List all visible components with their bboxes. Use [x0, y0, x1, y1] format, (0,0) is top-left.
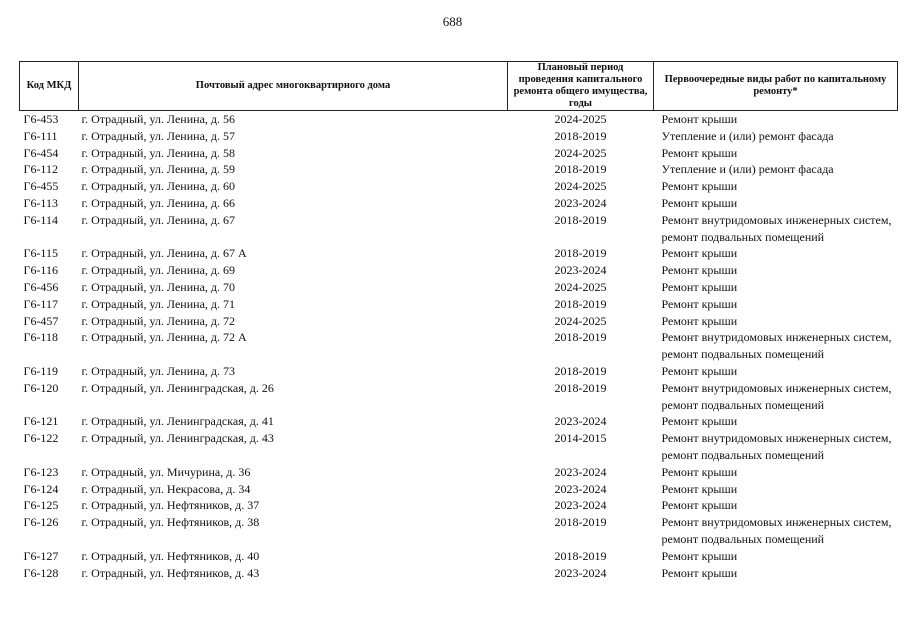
cell-address: г. Отрадный, ул. Ленина, д. 66	[81, 195, 236, 210]
cell-works	[654, 329, 898, 363]
works-line-1: Ремонт крыши	[661, 263, 738, 278]
table-row	[20, 111, 898, 128]
cell-works	[654, 178, 898, 195]
table-row	[20, 329, 898, 363]
cell-period: 2018-2019	[554, 128, 607, 143]
table-row	[20, 565, 898, 582]
works-line-1: Ремонт крыши	[661, 565, 738, 580]
cell-works	[654, 548, 898, 565]
cell-address: г. Отрадный, ул. Ленина, д. 60	[81, 179, 236, 194]
table-row	[20, 481, 898, 498]
cell-code: Г6-127	[23, 548, 59, 563]
cell-code: Г6-115	[23, 246, 58, 261]
cell-works	[654, 212, 898, 246]
works-line-1: Ремонт крыши	[661, 246, 738, 261]
cell-period: 2023-2024	[554, 414, 607, 429]
cell-code: Г6-119	[23, 363, 58, 378]
cell-code: Г6-113	[23, 195, 58, 210]
cell-works	[654, 296, 898, 313]
works-line-1: Ремонт внутридомовых инженерных систем,	[661, 380, 892, 395]
cell-code: Г6-124	[23, 481, 59, 496]
cell-code: Г6-114	[23, 212, 58, 227]
works-line-1: Ремонт внутридомовых инженерных систем,	[661, 515, 892, 530]
cell-works	[654, 380, 898, 414]
works-line-1: Ремонт крыши	[661, 363, 738, 378]
works-line-2: ремонт подвальных помещений	[661, 531, 825, 546]
cell-address: г. Отрадный, ул. Ленина, д. 58	[81, 145, 236, 160]
cell-works	[654, 497, 898, 514]
cell-works	[654, 514, 898, 548]
cell-works	[654, 128, 898, 145]
capital-repair-table	[19, 61, 898, 581]
works-line-1: Утепление и (или) ремонт фасада	[661, 162, 834, 177]
works-line-1: Ремонт крыши	[661, 279, 738, 294]
cell-period: 2023-2024	[554, 481, 607, 496]
works-line-1: Ремонт внутридомовых инженерных систем,	[661, 431, 892, 446]
cell-works	[654, 363, 898, 380]
cell-works	[654, 464, 898, 481]
cell-address: г. Отрадный, ул. Нефтяников, д. 43	[81, 565, 260, 580]
cell-code: Г6-125	[23, 498, 59, 513]
cell-address: г. Отрадный, ул. Некрасова, д. 34	[81, 481, 251, 496]
table-row	[20, 380, 898, 414]
cell-address: г. Отрадный, ул. Нефтяников, д. 40	[81, 548, 260, 563]
cell-period: 2023-2024	[554, 498, 607, 513]
cell-code: Г6-122	[23, 431, 59, 446]
cell-period: 2024-2025	[554, 112, 607, 126]
header-period: Плановый период проведения капитального ремонта общего имущества, годы	[508, 62, 654, 111]
table-row	[20, 145, 898, 162]
table-row	[20, 363, 898, 380]
cell-period: 2018-2019	[554, 515, 607, 530]
cell-address: г. Отрадный, ул. Нефтяников, д. 37	[81, 498, 260, 513]
works-line-2: ремонт подвальных помещений	[661, 447, 825, 462]
cell-address: г. Отрадный, ул. Ленина, д. 73	[81, 363, 236, 378]
cell-period: 2023-2024	[554, 565, 607, 580]
table-row	[20, 514, 898, 548]
works-line-2: ремонт подвальных помещений	[661, 347, 825, 362]
cell-code: Г6-454	[23, 145, 59, 160]
cell-period: 2018-2019	[554, 246, 607, 261]
cell-period: 2018-2019	[554, 548, 607, 563]
cell-period: 2018-2019	[554, 330, 607, 345]
works-line-1: Ремонт крыши	[661, 313, 738, 328]
table-row	[20, 464, 898, 481]
table-row	[20, 128, 898, 145]
table-row	[20, 279, 898, 296]
table-row	[20, 296, 898, 313]
cell-works	[654, 430, 898, 464]
works-line-1: Ремонт крыши	[661, 296, 738, 311]
cell-works	[654, 145, 898, 162]
cell-code: Г6-456	[23, 279, 59, 294]
works-line-2: ремонт подвальных помещений	[661, 397, 825, 412]
cell-address: г. Отрадный, ул. Ленинградская, д. 26	[81, 380, 274, 395]
cell-period: 2023-2024	[554, 195, 607, 210]
cell-address: г. Отрадный, ул. Ленина, д. 69	[81, 263, 236, 278]
cell-address: г. Отрадный, ул. Ленина, д. 71	[81, 296, 236, 311]
table-row	[20, 262, 898, 279]
cell-code: Г6-128	[23, 565, 59, 580]
cell-period: 2023-2024	[554, 464, 607, 479]
table-row	[20, 497, 898, 514]
cell-works	[654, 279, 898, 296]
cell-works	[654, 262, 898, 279]
cell-code: Г6-111	[23, 128, 58, 143]
cell-period: 2024-2025	[554, 279, 607, 294]
cell-address: г. Отрадный, ул. Ленина, д. 72 А	[81, 330, 247, 345]
cell-period: 2018-2019	[554, 212, 607, 227]
cell-address: г. Отрадный, ул. Ленина, д. 70	[81, 279, 236, 294]
cell-period: 2018-2019	[554, 162, 607, 177]
cell-code: Г6-118	[23, 330, 58, 345]
table-row	[20, 245, 898, 262]
cell-address: г. Отрадный, ул. Ленина, д. 67	[81, 212, 236, 227]
works-line-1: Ремонт внутридомовых инженерных систем,	[661, 330, 892, 345]
cell-code: Г6-123	[23, 464, 59, 479]
cell-address: г. Отрадный, ул. Ленина, д. 67 А	[81, 246, 247, 261]
cell-address: г. Отрадный, ул. Ленинградская, д. 43	[81, 431, 274, 446]
cell-period: 2024-2025	[554, 179, 607, 194]
table-row	[20, 548, 898, 565]
cell-address: г. Отрадный, ул. Ленина, д. 72	[81, 313, 236, 328]
cell-works	[654, 313, 898, 330]
cell-works	[654, 413, 898, 430]
works-line-1: Ремонт крыши	[661, 179, 738, 194]
table-row	[20, 195, 898, 212]
cell-period: 2018-2019	[554, 380, 607, 395]
cell-address: г. Отрадный, ул. Ленина, д. 56	[81, 112, 236, 126]
cell-period: 2014-2015	[554, 431, 607, 446]
table-row	[20, 313, 898, 330]
cell-works	[654, 481, 898, 498]
cell-period: 2018-2019	[554, 363, 607, 378]
cell-code: Г6-121	[23, 414, 59, 429]
page-number: 688	[442, 14, 463, 29]
cell-works	[654, 161, 898, 178]
header-works: Первоочередные виды работ по капитальному ремонту*	[654, 62, 898, 111]
works-line-1: Ремонт крыши	[661, 548, 738, 563]
works-line-1: Утепление и (или) ремонт фасада	[661, 128, 834, 143]
works-line-1: Ремонт крыши	[661, 195, 738, 210]
cell-address: г. Отрадный, ул. Нефтяников, д. 38	[81, 515, 260, 530]
works-line-1: Ремонт внутридомовых инженерных систем,	[661, 212, 892, 227]
cell-code: Г6-112	[23, 162, 58, 177]
cell-works	[654, 111, 898, 128]
cell-address: г. Отрадный, ул. Ленинградская, д. 41	[81, 414, 274, 429]
cell-address: г. Отрадный, ул. Мичурина, д. 36	[81, 464, 251, 479]
cell-address: г. Отрадный, ул. Ленина, д. 57	[81, 128, 236, 143]
cell-period: 2024-2025	[554, 145, 607, 160]
table-header-row	[20, 62, 898, 111]
works-line-1: Ремонт крыши	[661, 464, 738, 479]
works-line-1: Ремонт крыши	[661, 498, 738, 513]
cell-code: Г6-117	[23, 296, 58, 311]
cell-address: г. Отрадный, ул. Ленина, д. 59	[81, 162, 236, 177]
works-line-1: Ремонт крыши	[661, 145, 738, 160]
cell-works	[654, 195, 898, 212]
cell-code: Г6-453	[23, 112, 59, 126]
cell-code: Г6-116	[23, 263, 58, 278]
header-address: Почтовый адрес многоквартирного дома	[79, 62, 508, 111]
cell-works	[654, 565, 898, 582]
cell-code: Г6-457	[23, 313, 59, 328]
table-row	[20, 178, 898, 195]
cell-period: 2024-2025	[554, 313, 607, 328]
works-line-1: Ремонт крыши	[661, 414, 738, 429]
table-row	[20, 430, 898, 464]
works-line-1: Ремонт крыши	[661, 481, 738, 496]
works-line-1: Ремонт крыши	[661, 112, 738, 126]
works-line-2: ремонт подвальных помещений	[661, 229, 825, 244]
table-row	[20, 212, 898, 246]
cell-period: 2018-2019	[554, 296, 607, 311]
cell-code: Г6-455	[23, 179, 59, 194]
table-row	[20, 413, 898, 430]
header-code: Код МКД	[20, 62, 79, 111]
cell-period: 2023-2024	[554, 263, 607, 278]
cell-code: Г6-120	[23, 380, 59, 395]
table-row	[20, 161, 898, 178]
cell-works	[654, 245, 898, 262]
cell-code: Г6-126	[23, 515, 59, 530]
